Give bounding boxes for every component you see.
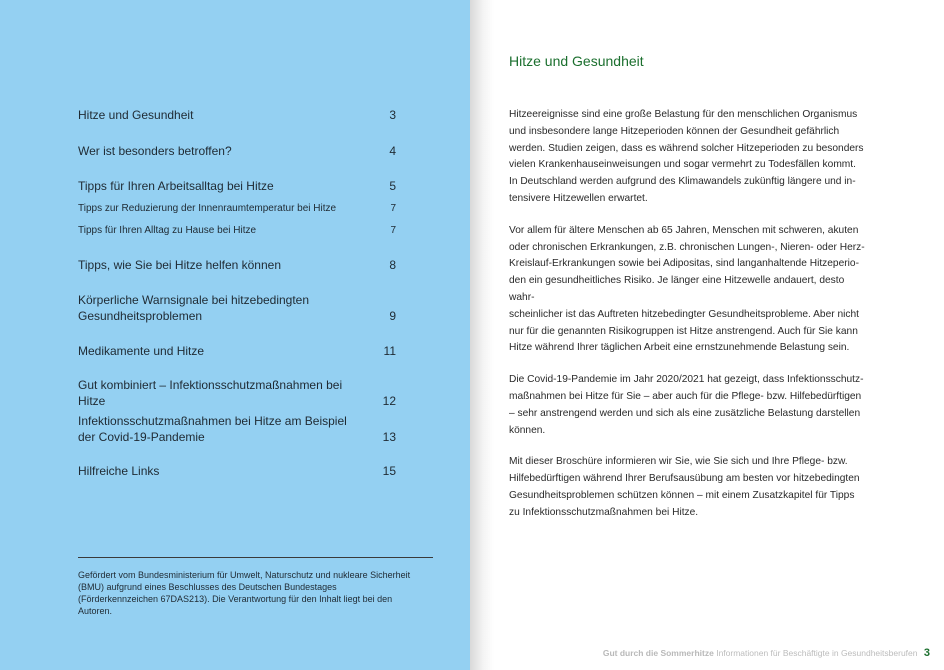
article-paragraph: Die Covid-19-Pandemie im Jahr 2020/2021 hat gezeigt, dass Infektionsschutz- maßnahmen bei Hitze für Sie – aber auch für die Pflege- bzw. Hilfebedürftigen – sehr anstrengend werden und sich als eine zusätzliche Belastung darstellen können. — [509, 374, 864, 436]
article-paragraph: Hitzeereignisse sind eine große Belastung für den menschlichen Organismus und insbesondere lange Hitzeperioden können der Gesundheit gefährlich werden. Studien zeigen, dass es während solcher Hitzeperioden zu besonders vielen Krankenhauseinweisungen und sogar vermehrt zu Todesfällen kommt. In Deutschland werden aufgrund des Klimawandels zukünftig längere und in- tensivere Hitzewellen erwartet. — [509, 109, 864, 204]
toc-subentry[interactable] — [78, 202, 396, 216]
article-body — [509, 107, 869, 537]
toc-entry-page: 4 — [389, 144, 396, 158]
toc-entry-title: Tipps zur Reduzierung der Innenraumtemperatur bei Hitze — [78, 203, 337, 214]
toc-entry-page: 13 — [382, 430, 396, 444]
toc-entry[interactable] — [78, 143, 396, 159]
toc-entry-title: Tipps, wie Sie bei Hitze helfen können — [78, 258, 282, 272]
footer-subtitle: Informationen für Beschäftigte in Gesundheitsberufen — [716, 648, 918, 658]
page-footer — [603, 647, 930, 659]
toc-entry-page: 3 — [389, 108, 396, 122]
toc-entry-page: 8 — [389, 258, 396, 272]
toc-entry[interactable] — [78, 257, 396, 273]
toc-panel — [0, 0, 470, 670]
page-title: Hitze und Gesundheit — [509, 53, 644, 70]
toc-entry-page: 12 — [382, 394, 396, 408]
toc-entry-page: 7 — [390, 203, 396, 214]
toc-entry-title: Infektionsschutzmaßnahmen bei Hitze am Beispiel der Covid-19-Pandemie — [78, 414, 347, 444]
toc-entry-title: Tipps für Ihren Arbeitsalltag bei Hitze — [78, 179, 274, 193]
toc-entry-page: 9 — [389, 309, 396, 323]
toc-entry-page: 7 — [390, 225, 396, 236]
toc-entry[interactable] — [78, 343, 396, 359]
toc-entry-title: Wer ist besonders betroffen? — [78, 144, 232, 158]
toc-entry[interactable] — [78, 377, 396, 409]
toc-entry[interactable] — [78, 463, 396, 479]
toc-entry[interactable] — [78, 292, 396, 324]
toc-entry-title: Hilfreiche Links — [78, 464, 160, 478]
article-paragraph: Mit dieser Broschüre informieren wir Sie, wie Sie sich und Ihre Pflege- bzw. Hilfebedürftigen während Ihrer Berufsausübung am besten vor hitzebedingten Gesundheitsproblemen schützen können – mit einem Zusatzkapitel für Tipps zu Infektionsschutzmaßnahmen bei Hitze. — [509, 456, 860, 518]
toc-entry-page: 5 — [389, 179, 396, 193]
toc-subentry[interactable] — [78, 224, 396, 238]
toc-entry-title: Medikamente und Hitze — [78, 344, 205, 358]
toc-entry-title: Tipps für Ihren Alltag zu Hause bei Hitze — [78, 225, 257, 236]
toc-entry[interactable] — [78, 107, 396, 123]
toc-entry-page: 11 — [383, 344, 396, 358]
funding-note: Gefördert vom Bundesministerium für Umwelt, Naturschutz und nukleare Sicherheit (BMU) aufgrund eines Beschlusses des Deutschen Bundestages (Förderkennzeichen 67DAS213). Die Verantwortung für den Inhalt liegt bei den Autoren. — [78, 570, 411, 616]
divider — [78, 557, 433, 558]
toc-entry-title: Gut kombiniert – Infektionsschutzmaßnahmen bei Hitze — [78, 378, 343, 408]
toc-entry-page: 15 — [382, 464, 396, 478]
toc-entry-title: Körperliche Warnsignale bei hitzebedingten Gesundheitsproblemen — [78, 293, 310, 323]
page-number: 3 — [923, 647, 930, 659]
toc-entry[interactable] — [78, 413, 396, 445]
toc-entry[interactable] — [78, 178, 396, 194]
toc-entry-title: Hitze und Gesundheit — [78, 108, 194, 122]
article-paragraph: Vor allem für ältere Menschen ab 65 Jahren, Menschen mit schweren, akuten oder chronischen Erkrankungen, z.B. chronischen Lungen-, Nieren- oder Herz- Kreislauf-Erkrankungen sowie bei Adipositas, sind langanhaltende Hitzeperio- den ein gesundheitliches Risiko. Je länger eine Hitzewelle andauert, desto wahr- scheinlicher ist das Auftreten hitzebedingter Gesundheitsprobleme. Aber nicht nur für die genannten Risikogruppen ist Hitze anstrengend. Auch für Sie kann Hitze während Ihrer täglichen Arbeit eine ernstzunehmende Belastung sein. — [509, 224, 865, 354]
footer-brand: Gut durch die Sommerhitze — [602, 648, 714, 658]
